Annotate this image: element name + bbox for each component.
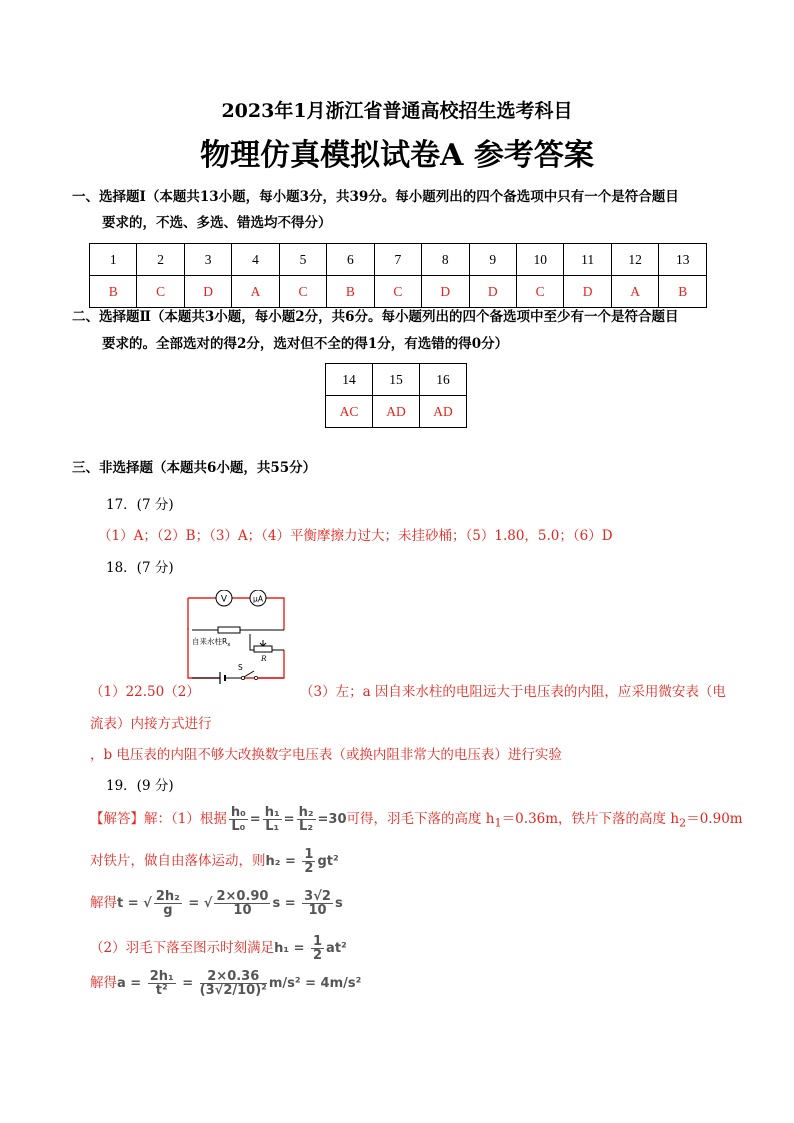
microammeter-label: μA — [253, 594, 263, 604]
question-number-cell: 3 — [184, 244, 231, 276]
q18-part3: （3）左；a 因自来水柱的电阻远大于电压表的内阻，应采用微安表（电 — [300, 684, 726, 700]
q19-line4: （2）羽毛下落至图示时刻满足h₁ = $\frac{1}{2}$ at² — [90, 934, 347, 963]
section2-answer-table — [325, 363, 467, 428]
title-line-1: 2023年1月浙江省普通高校招生选考科目 — [221, 100, 573, 122]
question-number-cell: 2 — [137, 244, 184, 276]
section1-answer-row — [90, 276, 707, 308]
answer-cell: AD — [419, 396, 466, 428]
battery-icon — [220, 672, 225, 684]
resistor-label: 自来水柱$R_x$ — [192, 637, 231, 648]
question-number-cell: 1 — [90, 244, 137, 276]
q18-part1: （1）22.50（2） — [90, 684, 200, 700]
rheostat-icon — [254, 640, 272, 652]
q19-line3: 解得t = √ $\frac{\text{2h₂}}{g}$ = √ $\frac{2\times 0.90}{10}$ s = $\frac{3√2}{10}$ s — [90, 889, 343, 918]
question-number-cell: 8 — [422, 244, 469, 276]
q17-answer: （1）A；（2）B；（3）A；（4）平衡摩擦力过大；未挂砂桶；（5）1.80，5.0；（6）D — [98, 528, 613, 544]
ratio-equation: $\frac{\text{h₀}}{\text{L₀}}$ = $\frac{\text{h₁}}{\text{L₁}}$ = $\frac{\text{h₂}}{\text{L₂}}$ =30 — [230, 805, 347, 834]
question-number-cell: 11 — [564, 244, 611, 276]
section1-heading-cont: 要求的，不选、多选、错选均不得分） — [102, 215, 332, 231]
section2-number-row — [326, 364, 467, 396]
q18-label: 18．(7 分) — [106, 560, 174, 576]
water-column-resistor-icon — [218, 627, 240, 633]
answer-cell: B — [659, 276, 707, 308]
section1-heading: 一、选择题Ⅰ（本题共13小题，每小题3分，共39分。每小题列出的四个备选项中只有一个是符合题目 — [72, 189, 679, 205]
answer-cell: A — [232, 276, 279, 308]
section3-heading: 三、非选择题（本题共6小题，共55分） — [72, 460, 317, 476]
answer-cell: C — [279, 276, 326, 308]
voltmeter-label: V — [220, 594, 228, 605]
answer-cell: D — [564, 276, 611, 308]
question-number-cell: 13 — [659, 244, 707, 276]
free-fall-equation: h₂ = $\frac{1}{2}$ gt² — [265, 847, 339, 876]
question-number-cell: 12 — [611, 244, 659, 276]
time-equation: t = √ $\frac{\text{2h₂}}{g}$ = √ $\frac{2\times 0.90}{10}$ s = $\frac{3√2}{10}$ s — [117, 889, 343, 918]
microammeter-icon — [250, 590, 266, 606]
question-number-cell: 15 — [372, 364, 419, 396]
answer-cell: D — [469, 276, 516, 308]
answer-cell: C — [137, 276, 184, 308]
question-number-cell: 6 — [327, 244, 374, 276]
q19-line2: 对铁片，做自由落体运动，则h₂ = $\frac{1}{2}$ gt² — [90, 847, 339, 876]
answer-cell: B — [327, 276, 374, 308]
question-number-cell: 16 — [419, 364, 466, 396]
answer-cell: B — [90, 276, 137, 308]
question-number-cell: 7 — [374, 244, 421, 276]
section1-number-row — [90, 244, 707, 276]
q18-circuit-diagram — [180, 590, 292, 690]
rheostat-label: R — [261, 654, 267, 663]
answer-cell: AC — [326, 396, 373, 428]
answer-cell: A — [611, 276, 659, 308]
question-number-cell: 10 — [516, 244, 564, 276]
switch-label: S — [238, 663, 243, 672]
section1-answer-table — [89, 243, 707, 308]
answer-cell: C — [516, 276, 564, 308]
feather-equation: h₁ = $\frac{1}{2}$ at² — [274, 934, 347, 963]
voltmeter-icon — [216, 590, 232, 606]
answer-cell: D — [184, 276, 231, 308]
q17-label: 17．(7 分) — [106, 497, 174, 513]
acceleration-equation: a = $\frac{\text{2h₁}}{\text{t²}}$ = $\frac{2\times 0.36}{\text{(3√2/10)²}}$ m/s² = 4m/s² — [117, 969, 362, 998]
q19-label: 19．(9 分) — [106, 778, 174, 794]
question-number-cell: 14 — [326, 364, 373, 396]
answer-cell: AD — [372, 396, 419, 428]
question-number-cell: 5 — [279, 244, 326, 276]
title-line-2: 物理仿真模拟试卷A 参考答案 — [200, 138, 594, 173]
section2-answer-row — [326, 396, 467, 428]
question-number-cell: 4 — [232, 244, 279, 276]
section2-heading-cont: 要求的。全部选对的得2分，选对但不全的得1分，有选错的得0分） — [102, 336, 509, 352]
answer-cell: C — [374, 276, 421, 308]
q18-part3-cont: 流表）内接方式进行 — [90, 716, 212, 732]
q19-line5: 解得a = $\frac{\text{2h₁}}{\text{t²}}$ = $\frac{2\times 0.36}{\text{(3√2/10)²}}$ m/s² = 4m/s² — [90, 969, 362, 998]
section2-heading: 二、选择题Ⅱ（本题共3小题，每小题2分，共6分。每小题列出的四个备选项中至少有一个是符合题目 — [72, 309, 679, 325]
question-number-cell: 9 — [469, 244, 516, 276]
q19-line1: 【解答】解：（1）根据 $\frac{\text{h₀}}{\text{L₀}}$ = $\frac{\text{h₁}}{\text{L₁}}$ = $\frac{\text{h₂}}{\text{L₂}}$ =30可得，羽毛下落的高度 $h_1=0.36m$，铁片下落的高度 $h_2=0.90m$ — [90, 805, 743, 834]
answer-cell: D — [422, 276, 469, 308]
q18-part3-b: ，b 电压表的内阻不够大改换数字电压表（或换内阻非常大的电压表）进行实验 — [90, 747, 562, 763]
